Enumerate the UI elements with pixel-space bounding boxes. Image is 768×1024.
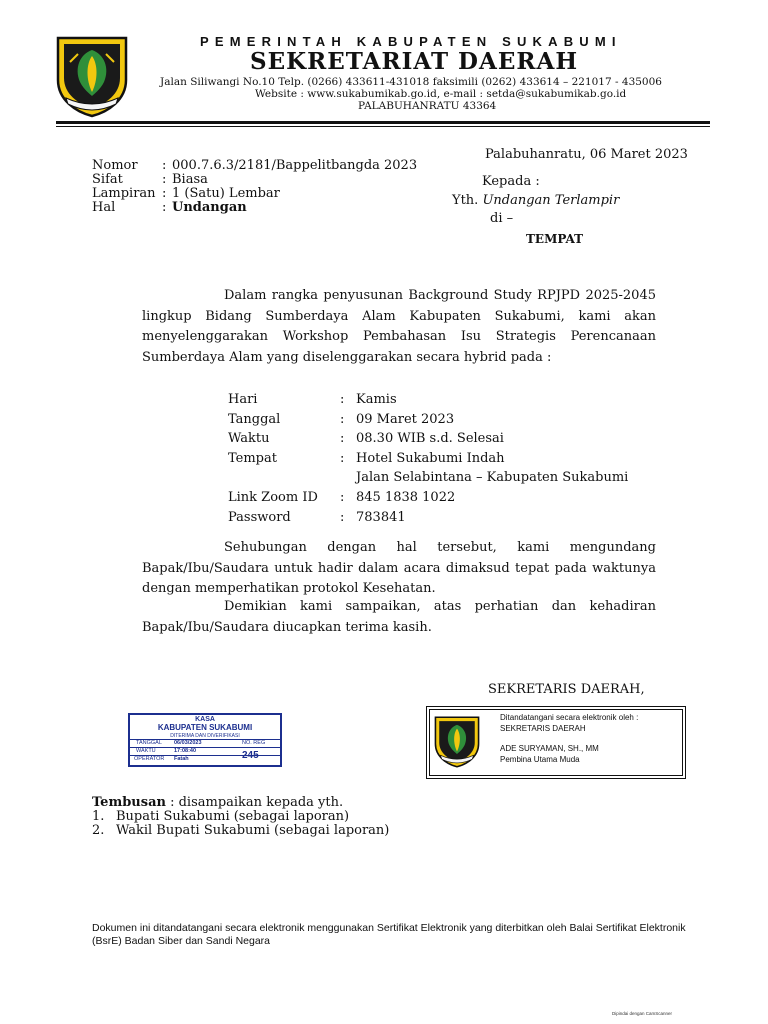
cc-item	[92, 809, 349, 824]
esign-note: Ditandatangani secara elektronik oleh :	[500, 713, 639, 722]
detail-label: Tanggal	[228, 412, 281, 427]
stamp-date-value: 06/03/2023	[174, 740, 202, 746]
recipient-line	[452, 193, 619, 208]
stamp-reg-number: 245	[242, 750, 259, 761]
esign-rank: Pembina Utama Muda	[500, 755, 580, 764]
cc-text: Bupati Sukabumi (sebagai laporan)	[116, 809, 350, 824]
detail-row-hari: Hari : Kamis	[228, 392, 397, 407]
detail-row-address	[228, 470, 628, 485]
meta-label: Sifat	[92, 172, 123, 187]
electronic-signature-box	[429, 709, 683, 776]
meta-label: Hal	[92, 200, 116, 215]
esign-position: SEKRETARIS DAERAH	[500, 724, 586, 733]
detail-row-tanggal: Tanggal : 09 Maret 2023	[228, 412, 455, 427]
detail-label: Hari	[228, 392, 258, 407]
di-label: di –	[490, 211, 514, 226]
stamp-title: KASA	[195, 716, 215, 723]
meta-value: 000.7.6.3/2181/Bappelitbangda 2023	[172, 158, 418, 173]
addressee: Undangan Terlampir	[482, 193, 620, 208]
tembusan-label: Tembusan	[92, 795, 166, 810]
meta-row-sifat: Sifat : Biasa	[92, 172, 208, 187]
government-name: PEMERINTAH KABUPATEN SUKABUMI	[200, 34, 622, 49]
tempat-label: TEMPAT	[526, 232, 584, 246]
detail-label: Tempat	[228, 451, 277, 466]
cc-number: 1.	[92, 809, 105, 824]
detail-label: Link Zoom ID	[228, 490, 318, 505]
stamp-operator-value: Fatah	[174, 756, 189, 762]
detail-value: Jalan Selabintana – Kabupaten Sukabumi	[356, 470, 629, 485]
stamp-time-label: WAKTU	[136, 748, 156, 754]
tembusan-heading	[92, 795, 343, 810]
detail-row-tempat: Tempat : Hotel Sukabumi Indah	[228, 451, 505, 466]
verification-stamp	[128, 713, 282, 767]
detail-value: 08.30 WIB s.d. Selesai	[356, 431, 504, 446]
cc-text: Wakil Bupati Sukabumi (sebagai laporan)	[116, 823, 390, 838]
meta-value: 1 (Satu) Lembar	[172, 186, 280, 201]
detail-value: 845 1838 1022	[356, 490, 456, 505]
meta-row-lampiran: Lampiran : 1 (Satu) Lembar	[92, 186, 280, 201]
stamp-note: DITERIMA DAN DIVERIFIKASI	[170, 733, 240, 739]
regency-logo	[56, 36, 128, 118]
stamp-reg-label: NO. REG	[242, 740, 266, 746]
meta-label: Nomor	[92, 158, 138, 173]
letterhead-rule-thick	[56, 121, 710, 124]
detail-label: Password	[228, 510, 291, 525]
opening-paragraph: Dalam rangka penyusunan Background Study RPJPD 2025-2045 lingkup Bidang Sumberdaya Alam Kabupaten Sukabumi, kami akan menyelenggarakan Workshop Pembahasan Isu Strategis Perencanaan Sumberdaya Alam yang diselenggarakan secara hybrid pada :	[142, 288, 656, 366]
letterhead-rule-thin	[56, 126, 710, 127]
yth-label: Yth.	[452, 193, 479, 208]
address-line: Jalan Siliwangi No.10 Telp. (0266) 433611-431018 faksimili (0262) 433614 – 221017 - 435006	[160, 76, 662, 88]
closing-paragraph: Demikian kami sampaikan, atas perhatian dan kehadiran Bapak/Ibu/Saudara diucapkan terima kasih.	[142, 599, 656, 635]
regency-logo-small	[434, 716, 480, 768]
detail-row-waktu: Waktu : 08.30 WIB s.d. Selesai	[228, 431, 504, 446]
stamp-date-label: TANGGAL	[136, 740, 162, 746]
cc-item	[92, 823, 389, 838]
office-name: SEKRETARIAT DAERAH	[250, 48, 579, 75]
kepada-label: Kepada :	[482, 174, 540, 189]
meta-label: Lampiran	[92, 186, 156, 201]
meta-value: Biasa	[172, 172, 208, 187]
stamp-subtitle: KABUPATEN SUKABUMI	[157, 723, 253, 732]
signatory-title: SEKRETARIS DAERAH,	[488, 682, 645, 697]
scanner-watermark: Dipindai dengan CamScanner	[612, 1011, 673, 1016]
detail-label: Waktu	[228, 431, 270, 446]
place-date: Palabuhanratu, 06 Maret 2023	[485, 147, 688, 162]
stamp-time-value: 17:08:40	[174, 748, 197, 754]
esign-footer-note: Dokumen ini ditandatangani secara elektronik menggunakan Sertifikat Elektronik yang diterbitkan oleh Balai Sertifikat Elektronik (BsrE) Badan Siber dan Sandi Negara	[92, 922, 686, 947]
cc-number: 2.	[92, 823, 105, 838]
detail-row-password: Password : 783841	[228, 510, 406, 525]
detail-value: 783841	[356, 510, 406, 525]
website-email-line: Website : www.sukabumikab.go.id, e-mail : setda@sukabumikab.go.id	[255, 88, 627, 100]
invitation-paragraph: Sehubungan dengan hal tersebut, kami mengundang Bapak/Ibu/Saudara untuk hadir dalam acara dimaksud tepat pada waktunya dengan memperhatikan protokol Kesehatan.	[142, 540, 656, 597]
detail-row-zoom: Link Zoom ID : 845 1838 1022	[228, 490, 456, 505]
esign-name: ADE SURYAMAN, SH., MM	[500, 744, 599, 753]
tembusan-suffix: : disampaikan kepada yth.	[165, 795, 344, 810]
detail-value: Kamis	[356, 392, 397, 407]
city-postcode-line: PALABUHANRATU 43364	[358, 100, 497, 112]
detail-value: Hotel Sukabumi Indah	[356, 451, 505, 466]
meta-value: Undangan	[172, 200, 247, 215]
meta-row-nomor: Nomor : 000.7.6.3/2181/Bappelitbangda 2023	[92, 158, 418, 173]
meta-row-hal: Hal : Undangan	[92, 200, 247, 215]
detail-value: 09 Maret 2023	[356, 412, 455, 427]
stamp-operator-label: OPERATOR	[134, 756, 165, 762]
